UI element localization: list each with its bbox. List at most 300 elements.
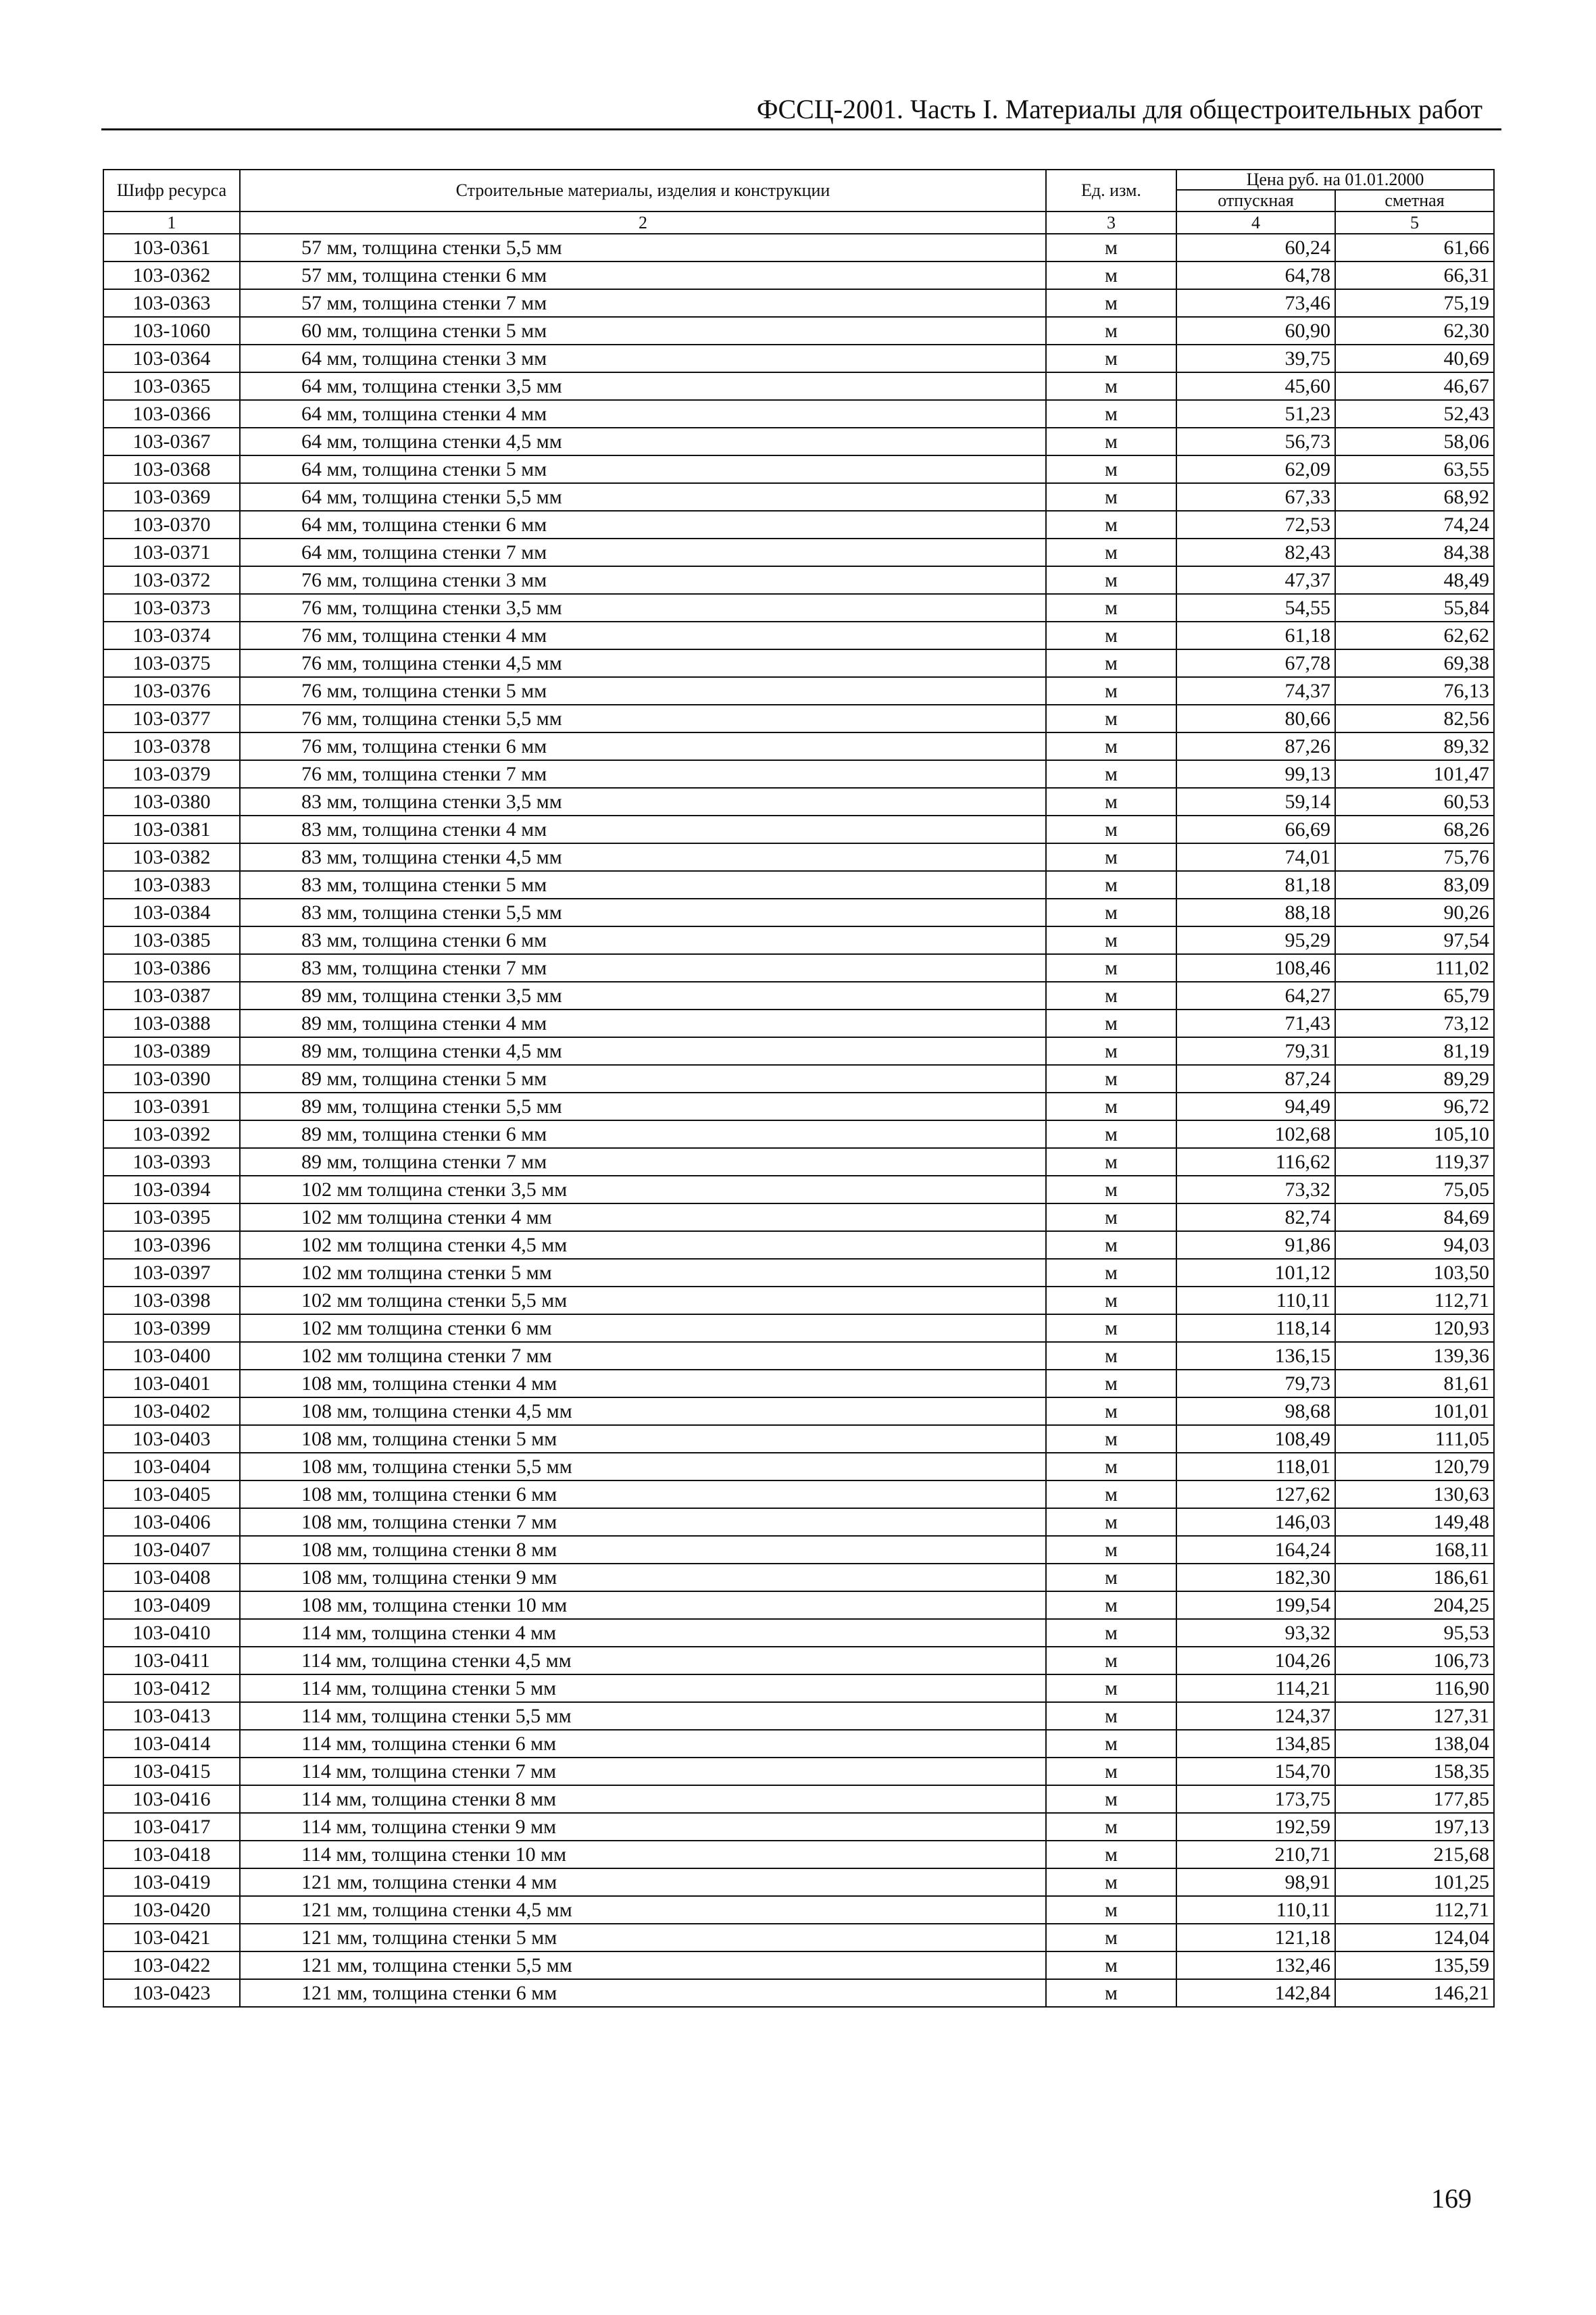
resource-code-cell: 103-0388 bbox=[103, 1010, 240, 1037]
unit-cell: м bbox=[1046, 677, 1176, 705]
material-name-cell: 108 мм, толщина стенки 9 мм bbox=[240, 1564, 1046, 1591]
resource-code-cell: 103-0363 bbox=[103, 289, 240, 317]
resource-code-cell: 103-0390 bbox=[103, 1065, 240, 1093]
estimate-price-cell: 62,30 bbox=[1335, 317, 1494, 345]
estimate-price-cell: 75,19 bbox=[1335, 289, 1494, 317]
release-price-cell: 108,49 bbox=[1176, 1425, 1335, 1453]
col-number: 5 bbox=[1335, 211, 1494, 234]
unit-cell: м bbox=[1046, 1868, 1176, 1896]
material-name-cell: 108 мм, толщина стенки 5 мм bbox=[240, 1425, 1046, 1453]
release-price-cell: 39,75 bbox=[1176, 345, 1335, 372]
release-price-cell: 99,13 bbox=[1176, 760, 1335, 788]
unit-cell: м bbox=[1046, 982, 1176, 1010]
material-name-cell: 108 мм, толщина стенки 8 мм bbox=[240, 1536, 1046, 1564]
unit-cell: м bbox=[1046, 1813, 1176, 1841]
unit-cell: м bbox=[1046, 760, 1176, 788]
estimate-price-cell: 61,66 bbox=[1335, 234, 1494, 262]
unit-cell: м bbox=[1046, 1453, 1176, 1480]
estimate-price-cell: 101,25 bbox=[1335, 1868, 1494, 1896]
release-price-cell: 134,85 bbox=[1176, 1730, 1335, 1758]
unit-cell: м bbox=[1046, 1758, 1176, 1785]
release-price-cell: 210,71 bbox=[1176, 1841, 1335, 1868]
table-row bbox=[103, 1231, 1494, 1259]
col-number: 4 bbox=[1176, 211, 1335, 234]
material-name-cell: 121 мм, толщина стенки 4 мм bbox=[240, 1868, 1046, 1896]
resource-code-cell: 103-0400 bbox=[103, 1342, 240, 1370]
estimate-price-cell: 119,37 bbox=[1335, 1148, 1494, 1176]
release-price-cell: 124,37 bbox=[1176, 1702, 1335, 1730]
estimate-price-cell: 101,47 bbox=[1335, 760, 1494, 788]
resource-code-cell: 103-0411 bbox=[103, 1647, 240, 1674]
resource-code-cell: 103-0410 bbox=[103, 1619, 240, 1647]
resource-code-cell: 103-0379 bbox=[103, 760, 240, 788]
release-price-cell: 87,26 bbox=[1176, 732, 1335, 760]
resource-code-cell: 103-0364 bbox=[103, 345, 240, 372]
table-row bbox=[103, 649, 1494, 677]
running-header-title: ФССЦ-2001. Часть I. Материалы для общестроительных работ bbox=[756, 94, 1482, 124]
table-header bbox=[103, 170, 1494, 234]
release-price-cell: 51,23 bbox=[1176, 400, 1335, 428]
unit-cell: м bbox=[1046, 400, 1176, 428]
estimate-price-cell: 204,25 bbox=[1335, 1591, 1494, 1619]
resource-code-cell: 103-0403 bbox=[103, 1425, 240, 1453]
resource-code-cell: 103-0422 bbox=[103, 1951, 240, 1979]
unit-cell: м bbox=[1046, 1397, 1176, 1425]
resource-code-cell: 103-0394 bbox=[103, 1176, 240, 1203]
unit-cell: м bbox=[1046, 1480, 1176, 1508]
table-row bbox=[103, 1841, 1494, 1868]
table-row bbox=[103, 1702, 1494, 1730]
unit-cell: м bbox=[1046, 1841, 1176, 1868]
material-name-cell: 76 мм, толщина стенки 6 мм bbox=[240, 732, 1046, 760]
estimate-price-cell: 112,71 bbox=[1335, 1896, 1494, 1924]
material-name-cell: 60 мм, толщина стенки 5 мм bbox=[240, 317, 1046, 345]
estimate-price-cell: 124,04 bbox=[1335, 1924, 1494, 1951]
material-name-cell: 121 мм, толщина стенки 5 мм bbox=[240, 1924, 1046, 1951]
unit-cell: м bbox=[1046, 234, 1176, 262]
estimate-price-cell: 76,13 bbox=[1335, 677, 1494, 705]
unit-cell: м bbox=[1046, 1674, 1176, 1702]
estimate-price-cell: 89,32 bbox=[1335, 732, 1494, 760]
release-price-cell: 102,68 bbox=[1176, 1120, 1335, 1148]
unit-cell: м bbox=[1046, 1951, 1176, 1979]
unit-cell: м bbox=[1046, 1148, 1176, 1176]
table-row bbox=[103, 1120, 1494, 1148]
estimate-price-cell: 69,38 bbox=[1335, 649, 1494, 677]
resource-code-cell: 103-0384 bbox=[103, 899, 240, 926]
estimate-price-cell: 74,24 bbox=[1335, 511, 1494, 539]
material-name-cell: 89 мм, толщина стенки 4,5 мм bbox=[240, 1037, 1046, 1065]
resource-code-cell: 103-0413 bbox=[103, 1702, 240, 1730]
unit-cell: м bbox=[1046, 1730, 1176, 1758]
col-header-price: Цена руб. на 01.01.2000 bbox=[1176, 170, 1494, 190]
header-divider bbox=[101, 128, 1501, 130]
col-header-estimate: сметная bbox=[1335, 190, 1494, 211]
estimate-price-cell: 130,63 bbox=[1335, 1480, 1494, 1508]
table-row bbox=[103, 982, 1494, 1010]
release-price-cell: 72,53 bbox=[1176, 511, 1335, 539]
release-price-cell: 73,32 bbox=[1176, 1176, 1335, 1203]
estimate-price-cell: 89,29 bbox=[1335, 1065, 1494, 1093]
unit-cell: м bbox=[1046, 1176, 1176, 1203]
estimate-price-cell: 112,71 bbox=[1335, 1287, 1494, 1314]
table-row bbox=[103, 400, 1494, 428]
release-price-cell: 93,32 bbox=[1176, 1619, 1335, 1647]
release-price-cell: 98,91 bbox=[1176, 1868, 1335, 1896]
unit-cell: м bbox=[1046, 372, 1176, 400]
resource-code-cell: 103-0397 bbox=[103, 1259, 240, 1287]
material-name-cell: 108 мм, толщина стенки 4,5 мм bbox=[240, 1397, 1046, 1425]
material-name-cell: 89 мм, толщина стенки 3,5 мм bbox=[240, 982, 1046, 1010]
unit-cell: м bbox=[1046, 843, 1176, 871]
unit-cell: м bbox=[1046, 1342, 1176, 1370]
unit-cell: м bbox=[1046, 566, 1176, 594]
table-row bbox=[103, 594, 1494, 622]
release-price-cell: 95,29 bbox=[1176, 926, 1335, 954]
resource-code-cell: 103-0415 bbox=[103, 1758, 240, 1785]
table-row bbox=[103, 289, 1494, 317]
table-row bbox=[103, 1010, 1494, 1037]
material-name-cell: 76 мм, толщина стенки 3,5 мм bbox=[240, 594, 1046, 622]
estimate-price-cell: 55,84 bbox=[1335, 594, 1494, 622]
table-row bbox=[103, 1370, 1494, 1397]
estimate-price-cell: 63,55 bbox=[1335, 455, 1494, 483]
resource-code-cell: 103-0368 bbox=[103, 455, 240, 483]
resource-code-cell: 103-0386 bbox=[103, 954, 240, 982]
resource-code-cell: 103-0369 bbox=[103, 483, 240, 511]
material-name-cell: 114 мм, толщина стенки 10 мм bbox=[240, 1841, 1046, 1868]
material-name-cell: 57 мм, толщина стенки 5,5 мм bbox=[240, 234, 1046, 262]
release-price-cell: 110,11 bbox=[1176, 1896, 1335, 1924]
resource-code-cell: 103-0420 bbox=[103, 1896, 240, 1924]
estimate-price-cell: 83,09 bbox=[1335, 871, 1494, 899]
table-row bbox=[103, 1037, 1494, 1065]
unit-cell: м bbox=[1046, 732, 1176, 760]
release-price-cell: 127,62 bbox=[1176, 1480, 1335, 1508]
estimate-price-cell: 186,61 bbox=[1335, 1564, 1494, 1591]
estimate-price-cell: 48,49 bbox=[1335, 566, 1494, 594]
estimate-price-cell: 197,13 bbox=[1335, 1813, 1494, 1841]
resource-code-cell: 103-0383 bbox=[103, 871, 240, 899]
material-name-cell: 114 мм, толщина стенки 6 мм bbox=[240, 1730, 1046, 1758]
estimate-price-cell: 82,56 bbox=[1335, 705, 1494, 732]
unit-cell: м bbox=[1046, 649, 1176, 677]
material-name-cell: 64 мм, толщина стенки 3,5 мм bbox=[240, 372, 1046, 400]
material-name-cell: 102 мм толщина стенки 6 мм bbox=[240, 1314, 1046, 1342]
resource-code-cell: 103-0416 bbox=[103, 1785, 240, 1813]
col-header-name: Строительные материалы, изделия и конструкции bbox=[240, 170, 1046, 211]
table-row bbox=[103, 1342, 1494, 1370]
release-price-cell: 101,12 bbox=[1176, 1259, 1335, 1287]
material-name-cell: 108 мм, толщина стенки 10 мм bbox=[240, 1591, 1046, 1619]
estimate-price-cell: 111,02 bbox=[1335, 954, 1494, 982]
release-price-cell: 88,18 bbox=[1176, 899, 1335, 926]
release-price-cell: 132,46 bbox=[1176, 1951, 1335, 1979]
table-row bbox=[103, 345, 1494, 372]
material-name-cell: 64 мм, толщина стенки 3 мм bbox=[240, 345, 1046, 372]
release-price-cell: 59,14 bbox=[1176, 788, 1335, 816]
resource-code-cell: 103-0381 bbox=[103, 816, 240, 843]
col-number: 2 bbox=[240, 211, 1046, 234]
release-price-cell: 142,84 bbox=[1176, 1979, 1335, 2007]
resource-code-cell: 103-0419 bbox=[103, 1868, 240, 1896]
resource-code-cell: 103-0418 bbox=[103, 1841, 240, 1868]
material-name-cell: 76 мм, толщина стенки 7 мм bbox=[240, 760, 1046, 788]
resource-code-cell: 103-0376 bbox=[103, 677, 240, 705]
resource-code-cell: 103-0365 bbox=[103, 372, 240, 400]
release-price-cell: 108,46 bbox=[1176, 954, 1335, 982]
table-row bbox=[103, 1176, 1494, 1203]
table-row bbox=[103, 1397, 1494, 1425]
unit-cell: м bbox=[1046, 1924, 1176, 1951]
release-price-cell: 45,60 bbox=[1176, 372, 1335, 400]
release-price-cell: 82,43 bbox=[1176, 539, 1335, 566]
table-row bbox=[103, 1785, 1494, 1813]
estimate-price-cell: 177,85 bbox=[1335, 1785, 1494, 1813]
material-name-cell: 83 мм, толщина стенки 5 мм bbox=[240, 871, 1046, 899]
estimate-price-cell: 106,73 bbox=[1335, 1647, 1494, 1674]
resource-code-cell: 103-0395 bbox=[103, 1203, 240, 1231]
unit-cell: м bbox=[1046, 1231, 1176, 1259]
material-name-cell: 64 мм, толщина стенки 4,5 мм bbox=[240, 428, 1046, 455]
estimate-price-cell: 96,72 bbox=[1335, 1093, 1494, 1120]
col-header-unit: Ед. изм. bbox=[1046, 170, 1176, 211]
material-name-cell: 121 мм, толщина стенки 5,5 мм bbox=[240, 1951, 1046, 1979]
release-price-cell: 47,37 bbox=[1176, 566, 1335, 594]
estimate-price-cell: 75,76 bbox=[1335, 843, 1494, 871]
material-name-cell: 76 мм, толщина стенки 5 мм bbox=[240, 677, 1046, 705]
resource-code-cell: 103-0375 bbox=[103, 649, 240, 677]
table-row bbox=[103, 1647, 1494, 1674]
material-name-cell: 108 мм, толщина стенки 7 мм bbox=[240, 1508, 1046, 1536]
estimate-price-cell: 90,26 bbox=[1335, 899, 1494, 926]
table-row bbox=[103, 1979, 1494, 2007]
table-row bbox=[103, 455, 1494, 483]
release-price-cell: 121,18 bbox=[1176, 1924, 1335, 1951]
resource-code-cell: 103-0412 bbox=[103, 1674, 240, 1702]
material-name-cell: 102 мм толщина стенки 4,5 мм bbox=[240, 1231, 1046, 1259]
table-row bbox=[103, 262, 1494, 289]
col-number: 1 bbox=[103, 211, 240, 234]
col-number: 3 bbox=[1046, 211, 1176, 234]
material-name-cell: 114 мм, толщина стенки 8 мм bbox=[240, 1785, 1046, 1813]
estimate-price-cell: 62,62 bbox=[1335, 622, 1494, 649]
table-row bbox=[103, 816, 1494, 843]
material-name-cell: 102 мм толщина стенки 3,5 мм bbox=[240, 1176, 1046, 1203]
estimate-price-cell: 101,01 bbox=[1335, 1397, 1494, 1425]
estimate-price-cell: 138,04 bbox=[1335, 1730, 1494, 1758]
release-price-cell: 66,69 bbox=[1176, 816, 1335, 843]
unit-cell: м bbox=[1046, 1979, 1176, 2007]
unit-cell: м bbox=[1046, 483, 1176, 511]
table-row bbox=[103, 954, 1494, 982]
table-row bbox=[103, 1480, 1494, 1508]
material-name-cell: 114 мм, толщина стенки 4,5 мм bbox=[240, 1647, 1046, 1674]
table-body bbox=[103, 234, 1494, 2007]
estimate-price-cell: 127,31 bbox=[1335, 1702, 1494, 1730]
release-price-cell: 136,15 bbox=[1176, 1342, 1335, 1370]
table-row bbox=[103, 234, 1494, 262]
release-price-cell: 98,68 bbox=[1176, 1397, 1335, 1425]
estimate-price-cell: 52,43 bbox=[1335, 400, 1494, 428]
release-price-cell: 56,73 bbox=[1176, 428, 1335, 455]
material-name-cell: 89 мм, толщина стенки 5,5 мм bbox=[240, 1093, 1046, 1120]
table-row bbox=[103, 317, 1494, 345]
release-price-cell: 87,24 bbox=[1176, 1065, 1335, 1093]
unit-cell: м bbox=[1046, 926, 1176, 954]
estimate-price-cell: 68,26 bbox=[1335, 816, 1494, 843]
resource-code-cell: 103-0385 bbox=[103, 926, 240, 954]
release-price-cell: 71,43 bbox=[1176, 1010, 1335, 1037]
unit-cell: м bbox=[1046, 1508, 1176, 1536]
resource-code-cell: 103-0387 bbox=[103, 982, 240, 1010]
table-row bbox=[103, 1730, 1494, 1758]
resource-code-cell: 103-0370 bbox=[103, 511, 240, 539]
estimate-price-cell: 116,90 bbox=[1335, 1674, 1494, 1702]
unit-cell: м bbox=[1046, 1010, 1176, 1037]
unit-cell: м bbox=[1046, 622, 1176, 649]
resource-code-cell: 103-0406 bbox=[103, 1508, 240, 1536]
estimate-price-cell: 58,06 bbox=[1335, 428, 1494, 455]
table-row bbox=[103, 705, 1494, 732]
resource-code-cell: 103-0409 bbox=[103, 1591, 240, 1619]
table-row bbox=[103, 428, 1494, 455]
table-row bbox=[103, 483, 1494, 511]
table-row bbox=[103, 1287, 1494, 1314]
release-price-cell: 61,18 bbox=[1176, 622, 1335, 649]
release-price-cell: 110,11 bbox=[1176, 1287, 1335, 1314]
resource-code-cell: 103-0361 bbox=[103, 234, 240, 262]
estimate-price-cell: 105,10 bbox=[1335, 1120, 1494, 1148]
unit-cell: м bbox=[1046, 899, 1176, 926]
resource-code-cell: 103-0391 bbox=[103, 1093, 240, 1120]
table-row bbox=[103, 760, 1494, 788]
estimate-price-cell: 111,05 bbox=[1335, 1425, 1494, 1453]
release-price-cell: 91,86 bbox=[1176, 1231, 1335, 1259]
material-name-cell: 89 мм, толщина стенки 5 мм bbox=[240, 1065, 1046, 1093]
material-name-cell: 114 мм, толщина стенки 9 мм bbox=[240, 1813, 1046, 1841]
estimate-price-cell: 149,48 bbox=[1335, 1508, 1494, 1536]
estimate-price-cell: 65,79 bbox=[1335, 982, 1494, 1010]
material-name-cell: 102 мм толщина стенки 4 мм bbox=[240, 1203, 1046, 1231]
release-price-cell: 94,49 bbox=[1176, 1093, 1335, 1120]
resource-code-cell: 103-1060 bbox=[103, 317, 240, 345]
material-name-cell: 83 мм, толщина стенки 7 мм bbox=[240, 954, 1046, 982]
price-table bbox=[103, 169, 1495, 2008]
table-row bbox=[103, 622, 1494, 649]
material-name-cell: 64 мм, толщина стенки 4 мм bbox=[240, 400, 1046, 428]
resource-code-cell: 103-0408 bbox=[103, 1564, 240, 1591]
resource-code-cell: 103-0421 bbox=[103, 1924, 240, 1951]
table-row bbox=[103, 1065, 1494, 1093]
material-name-cell: 114 мм, толщина стенки 5,5 мм bbox=[240, 1702, 1046, 1730]
unit-cell: м bbox=[1046, 594, 1176, 622]
material-name-cell: 108 мм, толщина стенки 6 мм bbox=[240, 1480, 1046, 1508]
estimate-price-cell: 103,50 bbox=[1335, 1259, 1494, 1287]
resource-code-cell: 103-0378 bbox=[103, 732, 240, 760]
material-name-cell: 76 мм, толщина стенки 4,5 мм bbox=[240, 649, 1046, 677]
release-price-cell: 67,78 bbox=[1176, 649, 1335, 677]
table-row bbox=[103, 677, 1494, 705]
release-price-cell: 116,62 bbox=[1176, 1148, 1335, 1176]
table-row bbox=[103, 1674, 1494, 1702]
material-name-cell: 76 мм, толщина стенки 5,5 мм bbox=[240, 705, 1046, 732]
unit-cell: м bbox=[1046, 816, 1176, 843]
table-row bbox=[103, 1203, 1494, 1231]
material-name-cell: 108 мм, толщина стенки 5,5 мм bbox=[240, 1453, 1046, 1480]
unit-cell: м bbox=[1046, 1896, 1176, 1924]
table-row bbox=[103, 1259, 1494, 1287]
release-price-cell: 182,30 bbox=[1176, 1564, 1335, 1591]
resource-code-cell: 103-0399 bbox=[103, 1314, 240, 1342]
estimate-price-cell: 158,35 bbox=[1335, 1758, 1494, 1785]
table-row bbox=[103, 871, 1494, 899]
estimate-price-cell: 120,93 bbox=[1335, 1314, 1494, 1342]
release-price-cell: 154,70 bbox=[1176, 1758, 1335, 1785]
unit-cell: м bbox=[1046, 1370, 1176, 1397]
estimate-price-cell: 81,19 bbox=[1335, 1037, 1494, 1065]
estimate-price-cell: 68,92 bbox=[1335, 483, 1494, 511]
table-row bbox=[103, 1453, 1494, 1480]
resource-code-cell: 103-0382 bbox=[103, 843, 240, 871]
material-name-cell: 89 мм, толщина стенки 4 мм bbox=[240, 1010, 1046, 1037]
table-row bbox=[103, 1508, 1494, 1536]
material-name-cell: 64 мм, толщина стенки 7 мм bbox=[240, 539, 1046, 566]
estimate-price-cell: 95,53 bbox=[1335, 1619, 1494, 1647]
resource-code-cell: 103-0389 bbox=[103, 1037, 240, 1065]
release-price-cell: 64,27 bbox=[1176, 982, 1335, 1010]
table-row bbox=[103, 1425, 1494, 1453]
release-price-cell: 81,18 bbox=[1176, 871, 1335, 899]
unit-cell: м bbox=[1046, 1065, 1176, 1093]
unit-cell: м bbox=[1046, 262, 1176, 289]
material-name-cell: 102 мм толщина стенки 5 мм bbox=[240, 1259, 1046, 1287]
estimate-price-cell: 75,05 bbox=[1335, 1176, 1494, 1203]
table-row bbox=[103, 566, 1494, 594]
material-name-cell: 64 мм, толщина стенки 6 мм bbox=[240, 511, 1046, 539]
unit-cell: м bbox=[1046, 1536, 1176, 1564]
table-row bbox=[103, 372, 1494, 400]
resource-code-cell: 103-0423 bbox=[103, 1979, 240, 2007]
release-price-cell: 64,78 bbox=[1176, 262, 1335, 289]
material-name-cell: 57 мм, толщина стенки 7 мм bbox=[240, 289, 1046, 317]
estimate-price-cell: 94,03 bbox=[1335, 1231, 1494, 1259]
table-row bbox=[103, 1924, 1494, 1951]
unit-cell: м bbox=[1046, 455, 1176, 483]
unit-cell: м bbox=[1046, 705, 1176, 732]
release-price-cell: 74,37 bbox=[1176, 677, 1335, 705]
resource-code-cell: 103-0401 bbox=[103, 1370, 240, 1397]
estimate-price-cell: 215,68 bbox=[1335, 1841, 1494, 1868]
material-name-cell: 76 мм, толщина стенки 3 мм bbox=[240, 566, 1046, 594]
table-row bbox=[103, 1758, 1494, 1785]
material-name-cell: 83 мм, толщина стенки 5,5 мм bbox=[240, 899, 1046, 926]
table-row bbox=[103, 1896, 1494, 1924]
resource-code-cell: 103-0374 bbox=[103, 622, 240, 649]
release-price-cell: 79,73 bbox=[1176, 1370, 1335, 1397]
material-name-cell: 114 мм, толщина стенки 4 мм bbox=[240, 1619, 1046, 1647]
material-name-cell: 89 мм, толщина стенки 7 мм bbox=[240, 1148, 1046, 1176]
table-row bbox=[103, 1148, 1494, 1176]
material-name-cell: 83 мм, толщина стенки 6 мм bbox=[240, 926, 1046, 954]
material-name-cell: 64 мм, толщина стенки 5,5 мм bbox=[240, 483, 1046, 511]
material-name-cell: 83 мм, толщина стенки 3,5 мм bbox=[240, 788, 1046, 816]
unit-cell: м bbox=[1046, 1619, 1176, 1647]
resource-code-cell: 103-0417 bbox=[103, 1813, 240, 1841]
material-name-cell: 114 мм, толщина стенки 5 мм bbox=[240, 1674, 1046, 1702]
unit-cell: м bbox=[1046, 1287, 1176, 1314]
resource-code-cell: 103-0380 bbox=[103, 788, 240, 816]
